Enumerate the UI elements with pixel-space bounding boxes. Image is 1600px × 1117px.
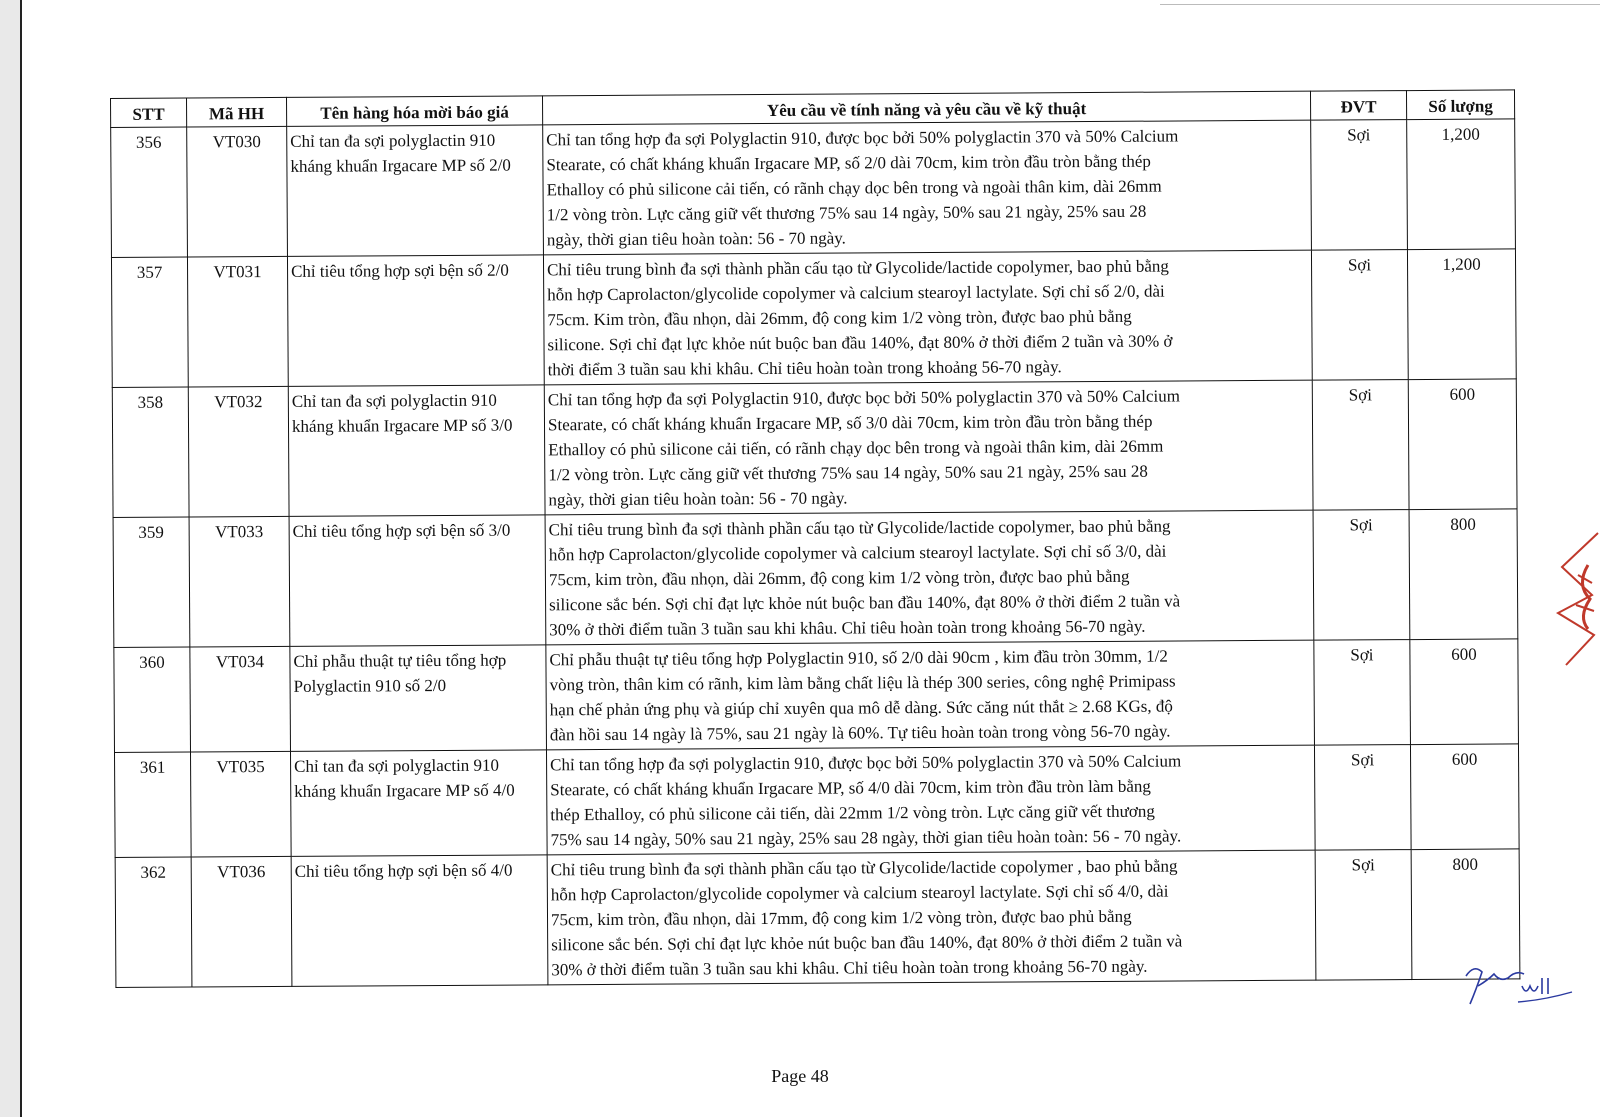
- row-unit: Sợi: [1314, 640, 1411, 746]
- row-qty: 600: [1410, 639, 1519, 745]
- spec-line: 30% ở thời điểm tuần 3 tuần sau khi khâu. Chỉ tiêu hoàn toàn trong khoảng 56-70 ngày.: [549, 616, 1146, 640]
- header-stt: STT: [111, 98, 187, 127]
- spec-line: Stearate, có chất kháng khuẩn Irgacare MP, số 4/0 dài 70cm, kim tròn đầu tròn làm bằng: [550, 776, 1151, 800]
- row-name: Chỉ tiêu tổng hợp sợi bện số 3/0: [289, 515, 546, 647]
- spec-line: 1/2 vòng tròn. Lực căng giữ vết thương 75% sau 14 ngày, 50% sau 21 ngày, 25% sau 28: [546, 201, 1147, 225]
- spec-line: ngày, thời gian tiêu hoàn toàn: 56 - 70 ngày.: [548, 488, 848, 510]
- row-code: VT036: [191, 856, 292, 987]
- spec-line: đàn hồi sau 14 ngày là 75%, sau 21 ngày là 60%. Tự tiêu hoàn toàn trong vòng 56-70 ngày.: [549, 721, 1171, 745]
- spec-line: Stearate, có chất kháng khuẩn Irgacare MP, số 3/0 dài 70cm, kim tròn đầu tròn bằng thép: [547, 411, 1153, 435]
- row-name: Chỉ tiêu tổng hợp sợi bện số 2/0: [287, 255, 544, 387]
- row-qty: 600: [1408, 379, 1517, 510]
- signature-mark: [1458, 956, 1578, 1016]
- row-code: VT033: [189, 516, 290, 647]
- row-name: Chỉ tan đa sợi polyglactin 910 kháng khuẩn Irgacare MP số 2/0: [287, 125, 544, 257]
- spec-line: hạn chế phản ứng phụ và giúp chỉ xuyên qua mô dễ dàng. Sức căng nút thắt ≥ 2.68 KGs, độ: [549, 696, 1173, 720]
- stamp-mark: [1548, 525, 1600, 670]
- header-qty: Số lượng: [1406, 90, 1514, 120]
- row-qty: 1,200: [1407, 119, 1516, 250]
- spec-line: hỗn hợp Caprolacton/glycolide copolymer và calcium stearoyl lactylate. Sợi chỉ số 4/0, dài: [550, 881, 1169, 905]
- row-stt: 362: [115, 857, 192, 987]
- header-code: Mã HH: [187, 97, 287, 127]
- row-stt: 360: [114, 647, 191, 752]
- spec-line: thời điểm 3 tuần sau khi khâu. Chỉ tiêu hoàn toàn trong khoảng 56-70 ngày.: [547, 357, 1062, 380]
- row-stt: 358: [112, 387, 189, 517]
- row-code: VT031: [187, 256, 288, 387]
- header-spec: Yêu cầu về tính năng và yêu cầu về kỹ thuật: [542, 91, 1310, 125]
- row-stt: 359: [113, 517, 190, 647]
- row-code: VT030: [187, 126, 288, 257]
- row-spec: [547, 850, 1316, 985]
- spec-line: Chỉ tiêu trung bình đa sợi thành phần cấu tạo từ Glycolide/lactide copolymer, bao phủ bằng: [546, 256, 1169, 280]
- row-stt: 361: [114, 752, 191, 857]
- row-spec: [544, 380, 1313, 515]
- spec-line: Chỉ tan tổng hợp đa sợi Polyglactin 910, được bọc bởi 50% polyglactin 370 và 50% Calcium: [546, 126, 1179, 150]
- spec-line: silicone. Sợi chỉ đạt lực khỏe nút buộc ban đầu 140%, đạt 80% ở thời điểm 2 tuần và 30% ở: [547, 331, 1173, 355]
- spec-line: ngày, thời gian tiêu hoàn toàn: 56 - 70 ngày.: [546, 228, 846, 250]
- row-unit: Sợi: [1315, 850, 1412, 981]
- row-spec: [546, 640, 1315, 750]
- spec-line: silicone sắc bén. Sợi chỉ đạt lực khỏe nút buộc ban đầu 140%, đạt 80% ở thời điểm 2 tuần và: [551, 931, 1183, 955]
- table-row: [111, 249, 1516, 388]
- spec-line: vòng tròn, thân kim có rãnh, kim làm bằng chất liệu là thép 300 series, công nghệ Primipass: [549, 671, 1176, 695]
- spec-line: 30% ở thời điểm tuần 3 tuần sau khi khâu. Chỉ tiêu hoàn toàn trong khoảng 56-70 ngày.: [551, 956, 1148, 980]
- row-spec: [546, 745, 1315, 855]
- row-code: VT035: [190, 751, 291, 857]
- table-row: [112, 379, 1517, 518]
- spec-line: 75% sau 14 ngày, 50% sau 21 ngày, 25% sau 28 ngày, thời gian tiêu hoàn toàn: 56 - 70 ngày.: [550, 826, 1182, 850]
- spec-line: Chỉ phẫu thuật tự tiêu tổng hợp Polyglactin 910, số 2/0 dài 90cm , kim đầu tròn 30mm, 1/2: [549, 646, 1168, 670]
- spec-line: Chỉ tiêu trung bình đa sợi thành phần cấu tạo từ Glycolide/lactide copolymer, bao phủ bằng: [548, 516, 1171, 540]
- row-stt: 357: [111, 257, 188, 387]
- spec-line: 75cm, kim tròn, đầu nhọn, dài 26mm, độ cong kim 1/2 vòng tròn, được bao phủ bằng: [548, 566, 1130, 590]
- table-row: [115, 849, 1520, 988]
- header-unit: ĐVT: [1310, 91, 1406, 121]
- row-name: Chỉ tiêu tổng hợp sợi bện số 4/0: [291, 855, 548, 987]
- row-spec: [543, 120, 1312, 255]
- row-code: VT032: [188, 386, 289, 517]
- scan-left-edge: [0, 0, 22, 1117]
- row-qty: 800: [1409, 509, 1518, 640]
- spec-line: 75cm, kim tròn, đầu nhọn, dài 17mm, độ cong kim 1/2 vòng tròn, được bao phủ bằng: [550, 906, 1132, 930]
- row-unit: Sợi: [1311, 250, 1408, 381]
- row-stt: 356: [111, 127, 188, 257]
- row-spec: [545, 510, 1314, 645]
- spec-line: Chỉ tan tổng hợp đa sợi Polyglactin 910, được bọc bởi 50% polyglactin 370 và 50% Calcium: [547, 386, 1180, 410]
- spec-line: hỗn hợp Caprolacton/glycolide copolymer và calcium stearoyl lactylate. Sợi chỉ số 3/0, dài: [548, 541, 1167, 565]
- spec-line: Chỉ tiêu trung bình đa sợi thành phần cấu tạo từ Glycolide/lactide copolymer , bao phủ bằng: [550, 856, 1178, 880]
- header-name: Tên hàng hóa mời báo giá: [286, 96, 542, 127]
- spec-line: Stearate, có chất kháng khuẩn Irgacare MP, số 2/0 dài 70cm, kim tròn đầu tròn bằng thép: [546, 151, 1151, 175]
- row-name: Chỉ tan đa sợi polyglactin 910 kháng khuẩn Irgacare MP số 4/0: [290, 750, 547, 857]
- table-row: [111, 119, 1516, 258]
- row-qty: 1,200: [1407, 249, 1516, 380]
- spec-line: thép Ethalloy, có phủ silicone cải tiến, dài 22mm 1/2 vòng tròn. Lực căng giữ vết thương: [550, 801, 1155, 825]
- table-body: [111, 119, 1520, 988]
- spec-line: Chỉ tan tổng hợp đa sợi polyglactin 910, được bọc bởi 50% polyglactin 370 và 50% Calcium: [550, 751, 1182, 775]
- scan-top-rule: [1160, 4, 1600, 5]
- scan-edge-line: [20, 0, 22, 1117]
- row-qty: 800: [1411, 849, 1520, 980]
- table-row: [114, 639, 1519, 753]
- row-unit: Sợi: [1311, 120, 1408, 251]
- quotation-table: [110, 89, 1520, 988]
- table-row: [114, 744, 1519, 858]
- page-number: Page 48: [771, 1066, 829, 1086]
- row-qty: 600: [1410, 744, 1519, 850]
- spec-line: 1/2 vòng tròn. Lực căng giữ vết thương 75% sau 14 ngày, 50% sau 21 ngày, 25% sau 28: [548, 461, 1148, 485]
- row-unit: Sợi: [1314, 745, 1411, 851]
- spec-line: Ethalloy có phủ silicone cải tiến, có rãnh chạy dọc bên trong và ngoài thân kim, dài 26mm: [546, 176, 1162, 200]
- row-unit: Sợi: [1312, 380, 1409, 511]
- spec-line: Ethalloy có phủ silicone cải tiến, có rãnh chạy dọc bên trong và ngoài thân kim, dài 26mm: [548, 436, 1164, 460]
- row-name: Chỉ tan đa sợi polyglactin 910 kháng khuẩn Irgacare MP số 3/0: [288, 385, 545, 517]
- spec-line: 75cm. Kim tròn, đầu nhọn, dài 26mm, độ cong kim 1/2 vòng tròn, được bao phủ bằng: [547, 306, 1132, 330]
- row-name: Chỉ phẫu thuật tự tiêu tổng hợp Polyglactin 910 số 2/0: [290, 645, 547, 752]
- spec-line: hỗn hợp Caprolacton/glycolide copolymer và calcium stearoyl lactylate. Sợi chỉ số 2/0, dài: [547, 281, 1165, 305]
- table-row: [113, 509, 1518, 648]
- spec-line: silicone sắc bén. Sợi chỉ đạt lực khỏe nút buộc ban đầu 140%, đạt 80% ở thời điểm 2 tuần và: [549, 591, 1181, 615]
- row-unit: Sợi: [1313, 510, 1410, 641]
- row-spec: [543, 250, 1312, 385]
- row-code: VT034: [190, 646, 291, 752]
